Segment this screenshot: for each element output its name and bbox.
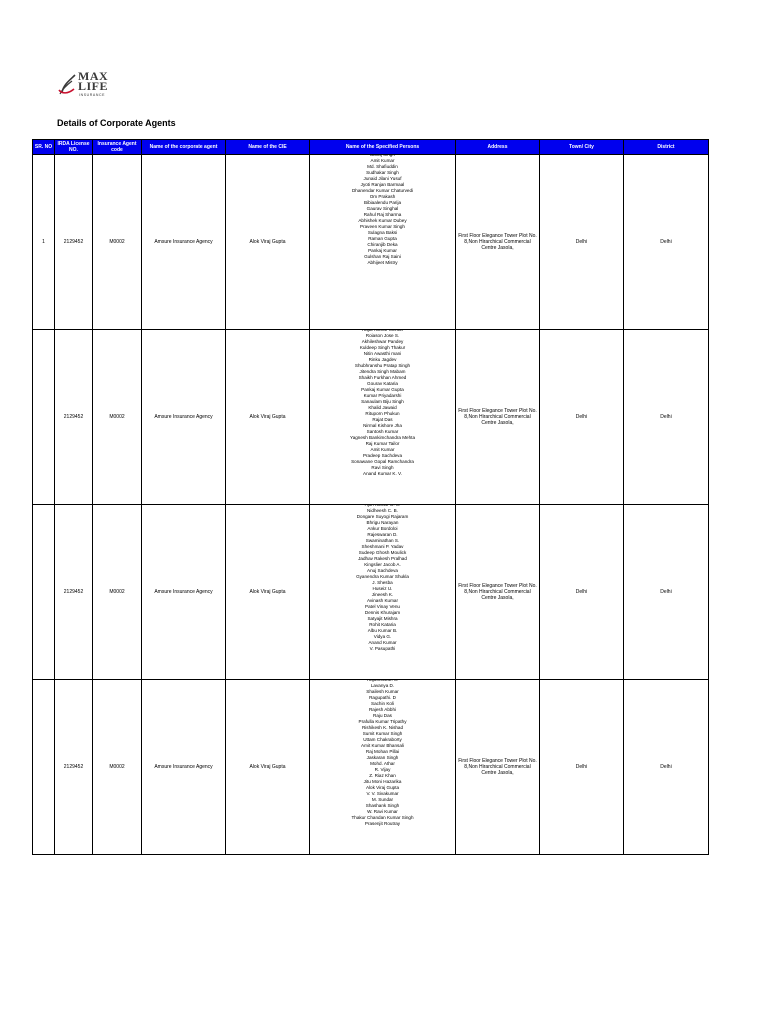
person-name: Jitendra Singh Mabam	[359, 369, 406, 374]
person-name: Sanaulam Biju Singh	[361, 399, 404, 404]
person-name: Anand Kumar	[368, 640, 397, 645]
person-name: Pankaj Kumar Gupta	[361, 387, 404, 392]
person-name: Rahul Raj Sharma	[363, 212, 402, 217]
logo-swirl-icon	[58, 72, 78, 96]
person-name: Swaminathan S.	[365, 538, 400, 543]
persons-list	[310, 155, 455, 267]
cie-cell: Alok Viraj Gupta	[226, 680, 310, 855]
person-name: Rajeswaran D.	[367, 532, 398, 537]
person-name: Gyanendra Kumar Shukla	[356, 574, 409, 579]
column-header: SR. NO	[33, 140, 55, 155]
person-name: Prafulla Kumar Tripathy	[358, 719, 407, 724]
person-name: Sumit Kumar Singh	[362, 731, 403, 736]
person-name: Raj Kumar Tailor	[365, 441, 400, 446]
person-name: Dongare Suyogi Rajaram	[356, 514, 409, 519]
person-name: Shaikh Furkhan Ahmed	[358, 375, 407, 380]
person-name: Sachin Koli	[371, 701, 394, 706]
person-name: Akhileshwar Pandey	[361, 339, 404, 344]
person-name: Ravi Singh	[371, 465, 394, 470]
logo-insurance-text: INSURANCE	[79, 93, 106, 97]
persons-list	[310, 330, 455, 478]
person-name: Amit Kumar Bhansali	[361, 743, 404, 748]
person-name: Abhijeet Mistry	[367, 260, 398, 265]
person-name: Uttam Chakraborty	[363, 737, 402, 742]
person-name: Mohd. Athar	[370, 761, 395, 766]
person-name: Raju Das	[373, 713, 392, 718]
page-title: Details of Corporate Agents	[57, 118, 176, 128]
person-name: Rituporn Phukun	[365, 411, 400, 416]
district-cell: Delhi	[624, 330, 709, 505]
person-name: Sudeep Ghosh Moulick	[358, 550, 407, 555]
district-cell: Delhi	[624, 680, 709, 855]
sr-no-cell	[33, 330, 55, 505]
person-name: Jadhav Rakesh Pralhad	[358, 556, 407, 561]
person-name: Anuj Sachdeva	[367, 568, 398, 573]
town-cell: Delhi	[540, 330, 624, 505]
person-name: Gulshan Raj Saini	[364, 254, 401, 259]
person-name: Pradeep Sachdeva	[362, 453, 403, 458]
person-name: Shailesh Kumar	[366, 689, 399, 694]
table-header-row	[33, 140, 709, 155]
agent-code-cell: M0002	[93, 155, 142, 330]
person-name: Md. Shafiuddin	[367, 164, 398, 169]
person-name: Rajesh Abbhi	[368, 707, 397, 712]
person-name: Abhishek Kumar Dubey	[358, 218, 407, 223]
person-name: W. Ravi Kumar	[367, 809, 398, 814]
address-cell: First Floor Elegance Tower Plot No. 8,Non Hirarchical Commercial Centre Jasola,	[456, 330, 540, 505]
address-cell: First Floor Elegance Tower Plot No. 8,Non Hirarchical Commercial Centre Jasola,	[456, 680, 540, 855]
person-name: J. Shesba	[372, 580, 393, 585]
person-name: Rajasekaran S.	[366, 679, 399, 682]
person-name: Rohit Kataria	[369, 622, 396, 627]
person-name: Z. Riaz Khan	[369, 773, 396, 778]
person-name: Prasenjit Routray	[364, 821, 401, 826]
specified-persons-cell	[310, 680, 456, 855]
cie-cell: Alok Viraj Gupta	[226, 330, 310, 505]
person-name: Ragupathi. D	[369, 695, 396, 700]
column-header: Town/ City	[540, 140, 624, 155]
person-name: M. Sundar	[371, 797, 394, 802]
person-name: Sonawane Gopal Ramchandra	[351, 459, 414, 464]
person-name: Om Prakash	[369, 194, 396, 199]
person-name: Khalid Jawaid	[368, 405, 397, 410]
column-header: Address	[456, 140, 540, 155]
license-cell: 2129452	[55, 505, 93, 680]
column-header: District	[624, 140, 709, 155]
column-header: Name of the Specified Persons	[310, 140, 456, 155]
persons-list	[310, 680, 455, 828]
license-cell: 2129452	[55, 330, 93, 505]
person-name: Dennis Khurajam	[364, 610, 401, 615]
person-name: Patel Vinay Venu	[365, 604, 400, 609]
person-name: Jyoti Ranjan Barmaal	[360, 182, 405, 187]
persons-list	[310, 505, 455, 653]
license-cell: 2129452	[55, 680, 93, 855]
person-name: Bhrigu Narayan	[366, 520, 399, 525]
person-name: V. V. Sivakumar	[366, 791, 399, 796]
person-name: Dhanendar Kumar Chaturvedi	[351, 188, 414, 193]
district-cell: Delhi	[624, 155, 709, 330]
person-name: Amit Kumar	[370, 158, 395, 163]
person-name: Satyajit Mishra	[367, 616, 398, 621]
person-name: Vidya G.	[373, 634, 392, 639]
person-name: Sheshmani P. Yadav	[361, 544, 404, 549]
person-name: Rajat Das	[372, 417, 393, 422]
column-header: Name of the corporate agent	[142, 140, 226, 155]
column-header: Insurance Agent code	[93, 140, 142, 155]
cie-cell: Alok Viraj Gupta	[226, 155, 310, 330]
column-header: IRDA License NO.	[55, 140, 93, 155]
person-name: Rinku Jagdev	[368, 357, 397, 362]
person-name: Sulagna Baksi	[367, 230, 398, 235]
person-name: Lavanya D.	[370, 683, 395, 688]
person-name: Shashank Singh	[365, 803, 400, 808]
person-name: Chiranjib Deka	[367, 242, 398, 247]
person-name: Yagnesh Bankimchandra Mehta	[349, 435, 416, 440]
person-name: Nidheesh C. B.	[367, 508, 398, 513]
person-name: Santosh Kumar	[366, 429, 399, 434]
sr-no-cell: 1	[33, 155, 55, 330]
person-name: Gourav Kataria	[367, 381, 398, 386]
address-cell: First Floor Elegance Tower Plot No. 8,Non Hirarchical Commercial Centre Jasola,	[456, 505, 540, 680]
corporate-agent-cell: Amsure Insurance Agency	[142, 680, 226, 855]
corporate-agents-table	[32, 139, 709, 855]
agent-code-cell: M0002	[93, 680, 142, 855]
agent-code-cell: M0002	[93, 505, 142, 680]
person-name: Amit Kumar	[370, 447, 395, 452]
person-name: Raman Gupta	[368, 236, 397, 241]
person-name: Rishikesh K. Nishad	[361, 725, 404, 730]
town-cell: Delhi	[540, 155, 624, 330]
person-name: Balraj Singh	[370, 154, 395, 157]
town-cell: Delhi	[540, 680, 624, 855]
person-name: Praveen Kumar Singh	[360, 224, 405, 229]
person-name: Ankur Bordoloi	[367, 526, 398, 531]
column-header: Name of the CIE	[226, 140, 310, 155]
logo-life-text: LIFE	[78, 79, 109, 93]
person-name: Kuldeep Singh Thakur	[359, 345, 406, 350]
person-name: Alok Viraj Gupta	[365, 785, 400, 790]
person-name: Pankaj Kumar	[368, 248, 397, 253]
person-name: Junaid Jilani Yusuf	[363, 176, 402, 181]
license-cell: 2129452	[55, 155, 93, 330]
table-row	[33, 330, 709, 505]
person-name: Gaurav Singhal	[366, 206, 399, 211]
table-row	[33, 155, 709, 330]
person-name: Shubhranshu Pratap Singh	[354, 363, 411, 368]
person-name: Raj Mohan Pillai	[365, 749, 400, 754]
person-name: Huseiz U.	[372, 586, 393, 591]
person-name: Kingslier Jacob A.	[364, 562, 401, 567]
person-name: R. Vijay	[374, 767, 391, 772]
town-cell: Delhi	[540, 505, 624, 680]
corporate-agent-cell: Amsure Insurance Agency	[142, 155, 226, 330]
person-name: Thakur Chandan Kumar Singh	[351, 815, 414, 820]
specified-persons-cell	[310, 330, 456, 505]
cie-cell: Alok Viraj Gupta	[226, 505, 310, 680]
person-name: Jaskaran Singh	[366, 755, 399, 760]
table-row	[33, 680, 709, 855]
specified-persons-cell	[310, 155, 456, 330]
person-name: Jineesh K.	[371, 592, 394, 597]
person-name: Kumar Priyadarshi	[363, 393, 402, 398]
person-name: Rajat Kumar Sinhan	[361, 329, 404, 332]
person-name: Ajith Kumar G. S.	[364, 504, 401, 507]
person-name: Jitu Moni Hazarika	[363, 779, 402, 784]
address-cell: First Floor Elegance Tower Plot No. 8,Non Hirarchical Commercial Centre Jasola,	[456, 155, 540, 330]
person-name: Avinash Kumar	[366, 598, 399, 603]
max-life-logo	[58, 70, 118, 102]
person-name: Nitin Awasthi mani	[363, 351, 402, 356]
table-row	[33, 505, 709, 680]
person-name: V. Pasupathi	[369, 646, 396, 651]
corporate-agent-cell: Amsure Insurance Agency	[142, 505, 226, 680]
person-name: Anand Kumar K. V.	[363, 471, 402, 476]
corporate-agent-cell: Amsure Insurance Agency	[142, 330, 226, 505]
person-name: Sudhakar Singh	[366, 170, 399, 175]
specified-persons-cell	[310, 505, 456, 680]
sr-no-cell	[33, 680, 55, 855]
person-name: Albu Kumar B.	[367, 628, 398, 633]
person-name: Roiason Jose S.	[365, 333, 400, 338]
person-name: Bibiaalendu Parija	[363, 200, 402, 205]
sr-no-cell	[33, 505, 55, 680]
district-cell: Delhi	[624, 505, 709, 680]
agent-code-cell: M0002	[93, 330, 142, 505]
logo-max-text: MAX	[78, 69, 109, 83]
person-name: Nirmal Kishore Jha	[363, 423, 402, 428]
